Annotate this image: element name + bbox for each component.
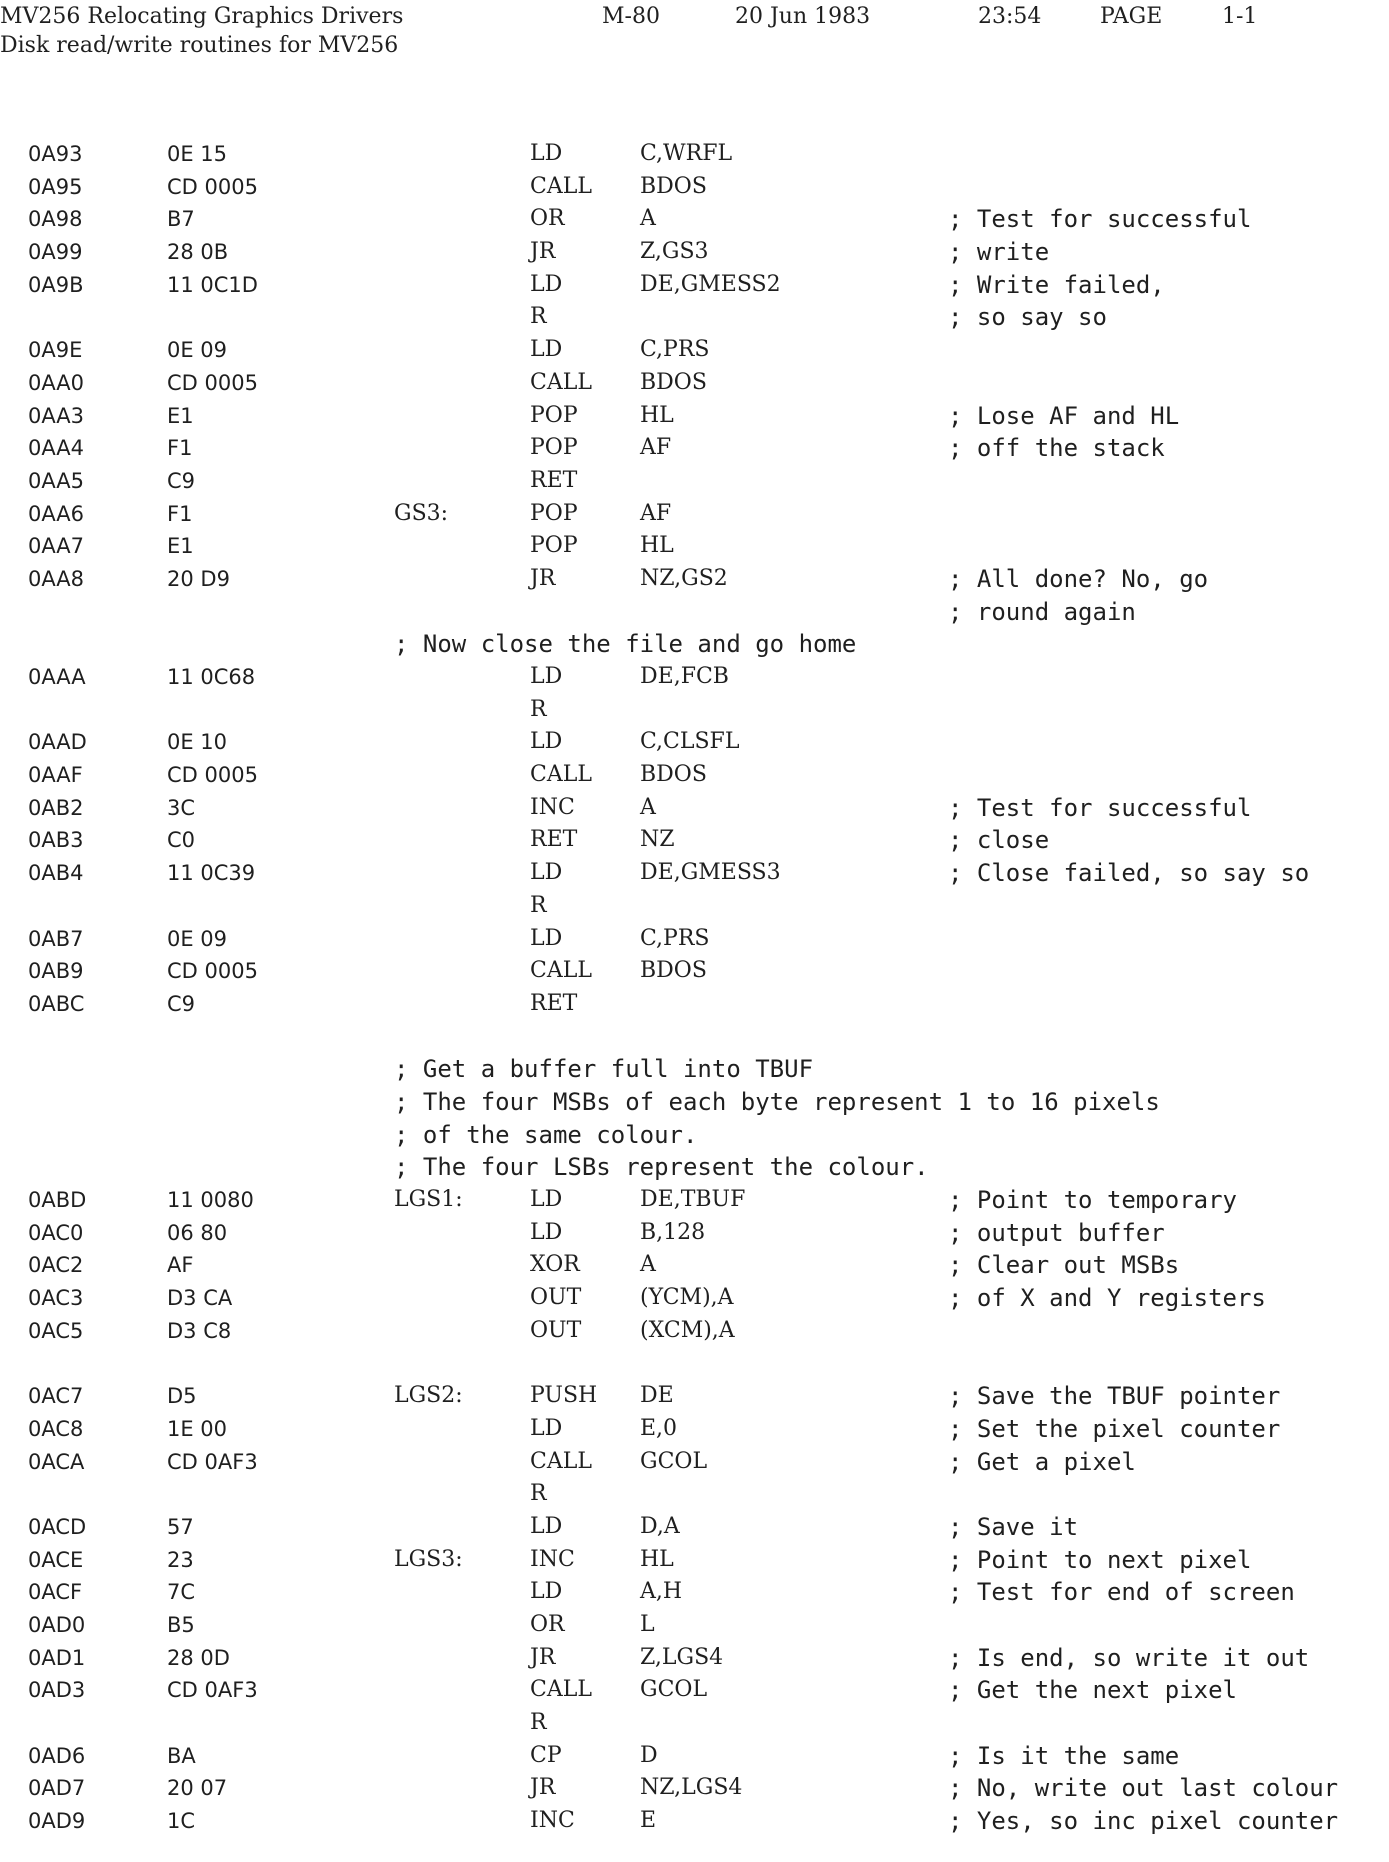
operand: Z,LGS4 [640,1644,724,1670]
listing-line [0,1478,1389,1511]
listing-line [0,1707,1389,1740]
listing-line [0,138,1389,171]
machine-code: 11 0C68 [167,665,256,689]
listing-line [0,857,1389,890]
machine-code: 20 07 [167,1776,228,1801]
listing-line [0,890,1389,923]
machine-code: CD 0005 [167,959,258,984]
comment: ; Test for end of screen [948,1578,1295,1607]
listing-line [0,1315,1389,1348]
opcode: R [530,304,547,330]
operand: Z,GS3 [640,239,709,265]
machine-code: F1 [167,436,193,461]
operand: DE,FCB [640,664,729,689]
address: 0AA6 [28,501,85,526]
machine-code: 11 0C1D [167,272,258,297]
listing-line [0,988,1389,1021]
header-assembler: M-80 [602,4,660,29]
address: 0AA8 [28,566,85,591]
comment: ; write [948,238,1050,267]
opcode: R [530,696,547,722]
operand: GCOL [640,1448,708,1474]
comment: ; output buffer [948,1218,1165,1247]
address: 0ACF [28,1580,83,1605]
machine-code: CD 0AF3 [167,1678,258,1703]
machine-code: 7C [167,1580,196,1605]
header-date: 20 Jun 1983 [735,4,871,29]
comment: ; All done? No, go [948,564,1209,593]
block-comment: ; Get a buffer full into TBUF [394,1055,814,1084]
opcode: LD [530,1219,563,1245]
operand: AF [640,435,672,461]
machine-code: 28 0B [167,240,229,265]
machine-code: 0E 10 [167,730,228,755]
opcode: CALL [530,958,592,984]
address: 0AB7 [28,926,84,951]
comment: ; off the stack [948,434,1165,463]
listing-line [0,1446,1389,1479]
machine-code: CD 0005 [167,763,258,788]
comment: ; Save it [948,1512,1079,1541]
opcode: CP [530,1742,562,1768]
operand: HL [640,1546,674,1572]
comment: ; Test for successful [948,793,1252,822]
address: 0A9B [28,272,84,297]
listing-line [0,1249,1389,1282]
header-time: 23:54 [978,4,1042,29]
address: 0AC7 [28,1384,84,1409]
comment: ; Lose AF and HL [948,401,1180,430]
comment: ; Yes, so inc pixel counter [948,1807,1339,1836]
address: 0AD3 [28,1678,86,1703]
machine-code: AF [167,1253,194,1278]
opcode: LD [530,1513,563,1539]
opcode: PUSH [530,1383,598,1409]
listing-line [0,1674,1389,1707]
address: 0AD7 [28,1776,86,1801]
machine-code: 23 [167,1547,194,1572]
opcode: RET [530,467,578,493]
source-label: LGS1: [394,1187,463,1212]
opcode: RET [530,827,578,853]
listing-line [0,236,1389,269]
comment: ; Get the next pixel [948,1676,1237,1705]
address: 0ABD [28,1188,87,1212]
operand: GCOL [640,1677,708,1703]
operand: A [640,206,656,232]
opcode: LD [530,337,563,363]
operand: HL [640,402,674,428]
opcode: LD [530,141,563,166]
comment: ; Point to next pixel [948,1545,1252,1574]
comment: ; Close failed, so say so [948,859,1310,888]
listing-line [0,1021,1389,1054]
machine-code: 0E 09 [167,338,228,363]
operand: (YCM),A [640,1285,734,1311]
operand: BDOS [640,958,707,984]
machine-code: D5 [167,1384,197,1409]
operand: A [640,1252,656,1278]
address: 0AA3 [28,403,85,428]
source-label: LGS3: [394,1546,463,1572]
opcode: LD [530,1579,563,1605]
opcode: XOR [530,1252,580,1278]
listing-line [0,1151,1389,1184]
operand: E,0 [640,1415,678,1441]
opcode: JR [530,239,556,265]
address: 0A99 [28,240,83,265]
opcode: CALL [530,1448,592,1474]
listing-line [0,269,1389,302]
block-comment: ; of the same colour. [394,1120,698,1149]
opcode: OUT [530,1285,582,1311]
listing-line [0,400,1389,433]
machine-code: E1 [167,403,194,428]
address: 0AAD [28,730,87,755]
address: 0AC3 [28,1286,84,1311]
header-subtitle: Disk read/write routines for MV256 [0,33,399,58]
comment: ; Set the pixel counter [948,1414,1281,1443]
address: 0ACE [28,1547,84,1572]
operand: BDOS [640,173,707,199]
machine-code: 1E 00 [167,1416,228,1441]
comment: ; Test for successful [948,205,1252,234]
operand: A [640,794,656,820]
opcode: LD [530,925,563,951]
address: 0AA7 [28,534,85,559]
listing-line [0,1805,1389,1838]
machine-code: CD 0AF3 [167,1449,258,1474]
operand: DE [640,1383,674,1409]
machine-code: B7 [167,207,195,232]
comment: ; Point to temporary [948,1186,1237,1214]
opcode: POP [530,402,578,428]
opcode: LD [530,860,563,886]
operand: NZ,LGS4 [640,1775,743,1801]
opcode: INC [530,1808,575,1834]
operand: NZ [640,827,675,853]
operand: HL [640,533,674,559]
opcode: OR [530,206,565,232]
address: 0AA5 [28,468,85,493]
address: 0AC0 [28,1220,84,1245]
listing-line [0,726,1389,759]
header-line [0,2,1389,31]
machine-code: 28 0D [167,1645,230,1670]
operand: D,A [640,1513,680,1539]
listing-line [0,955,1389,988]
address: 0AD0 [28,1612,86,1637]
listing-line [0,923,1389,956]
address: 0A9E [28,338,83,363]
opcode: LD [530,271,563,297]
listing-line [0,301,1389,334]
opcode: R [530,1481,547,1507]
comment: ; Clear out MSBs [948,1251,1180,1280]
operand: (XCM),A [640,1317,735,1343]
opcode: R [530,892,547,918]
listing-line [0,334,1389,367]
comment: ; Is it the same [948,1741,1180,1770]
machine-code: 11 0080 [167,1188,254,1212]
operand: BDOS [640,762,707,788]
opcode: CALL [530,369,592,395]
address: 0AC2 [28,1253,84,1278]
address: 0ACD [28,1514,87,1539]
operand: BDOS [640,369,707,395]
header-page-number: 1-1 [1222,4,1258,29]
source-label: LGS2: [394,1383,463,1409]
operand: C,PRS [640,925,710,951]
listing-line [0,1740,1389,1773]
block-comment: ; The four MSBs of each byte represent 1 to 16 pixels [394,1087,1160,1116]
machine-code: F1 [167,501,193,526]
block-comment: ; The four LSBs represent the colour. [394,1153,929,1182]
address: 0AD9 [28,1809,86,1834]
listing-line [0,628,1389,661]
listing-line [0,1576,1389,1609]
machine-code: 06 80 [167,1220,228,1245]
listing-line [0,203,1389,236]
listing-line [0,1119,1389,1152]
page-header [0,2,1389,60]
comment: ; of X and Y registers [948,1284,1266,1313]
machine-code: 1C [167,1809,196,1834]
machine-code: CD 0005 [167,174,258,199]
operand: L [640,1611,655,1637]
comment: ; No, write out last colour [948,1774,1339,1803]
address: 0AAF [28,763,83,788]
comment: ; Is end, so write it out [948,1643,1310,1672]
comment: ; close [948,826,1050,855]
listing-line [0,661,1389,694]
machine-code: 11 0C39 [167,861,256,886]
address: 0AAA [28,665,86,689]
listing-line [0,1282,1389,1315]
listing-line [0,465,1389,498]
opcode: OUT [530,1317,582,1343]
listing-line [0,792,1389,825]
machine-code: CD 0005 [167,370,258,395]
opcode: R [530,1710,547,1735]
listing-line [0,1347,1389,1380]
listing-line [0,432,1389,465]
listing-line [0,171,1389,204]
listing-line [0,694,1389,727]
address: 0AA0 [28,370,85,395]
operand: DE,GMESS2 [640,271,781,297]
opcode: CALL [530,1677,592,1703]
listing-line [0,1642,1389,1675]
operand: C,PRS [640,337,710,363]
code-listing [0,138,1389,1838]
address: 0AD1 [28,1645,86,1670]
opcode: RET [530,990,578,1016]
operand: DE,TBUF [640,1187,746,1212]
machine-code: BA [167,1743,196,1768]
address: 0AD6 [28,1743,86,1768]
comment: ; round again [948,597,1136,626]
address: 0A98 [28,207,83,232]
address: 0AA4 [28,436,85,461]
address: 0AB9 [28,959,84,984]
listing-line [0,1217,1389,1250]
listing-line [0,1413,1389,1446]
opcode: OR [530,1611,565,1637]
machine-code: 0E 15 [167,142,228,166]
listing-line [0,824,1389,857]
opcode: POP [530,435,578,461]
opcode: JR [530,1644,556,1670]
listing-line [0,1184,1389,1217]
address: 0AB4 [28,861,84,886]
machine-code: C0 [167,828,196,853]
listing-line [0,1772,1389,1805]
machine-code: 3C [167,795,196,820]
address: 0ACA [28,1449,85,1474]
opcode: JR [530,565,556,591]
operand: AF [640,500,672,526]
listing-line [0,1609,1389,1642]
operand: C,CLSFL [640,729,740,755]
opcode: LD [530,729,563,755]
listing-line [0,498,1389,531]
header-page-word: PAGE [1100,4,1163,29]
listing-line [0,1380,1389,1413]
address: 0A95 [28,174,83,199]
address: 0ABC [28,991,85,1016]
operand: DE,GMESS3 [640,860,781,886]
opcode: LD [530,1187,563,1212]
address: 0AC5 [28,1318,84,1343]
machine-code: 20 D9 [167,566,230,591]
listing-line [0,563,1389,596]
operand: NZ,GS2 [640,565,728,591]
block-comment: ; Now close the file and go home [394,630,857,659]
listing-line [0,759,1389,792]
operand: C,WRFL [640,141,733,166]
operand: B,128 [640,1219,706,1245]
listing-line [0,1086,1389,1119]
comment: ; Write failed, [948,270,1165,299]
opcode: POP [530,500,578,526]
listing-line [0,1511,1389,1544]
machine-code: 57 [167,1514,194,1539]
address: 0AC8 [28,1416,84,1441]
machine-code: D3 CA [167,1286,233,1311]
header-title: MV256 Relocating Graphics Drivers [0,4,404,29]
comment: ; Get a pixel [948,1447,1136,1476]
machine-code: C9 [167,468,196,493]
opcode: POP [530,533,578,559]
opcode: JR [530,1775,556,1801]
address: 0AB3 [28,828,84,853]
listing-line [0,367,1389,400]
address: 0A93 [28,142,83,166]
opcode: INC [530,1546,575,1572]
opcode: CALL [530,762,592,788]
comment: ; so say so [948,303,1107,332]
comment: ; Save the TBUF pointer [948,1382,1281,1411]
machine-code: D3 C8 [167,1318,232,1343]
opcode: LD [530,664,563,689]
source-label: GS3: [394,500,449,526]
machine-code: 0E 09 [167,926,228,951]
listing-line [0,1544,1389,1577]
listing-line [0,530,1389,563]
listing-line [0,596,1389,629]
opcode: CALL [530,173,592,199]
operand: A,H [640,1579,683,1605]
address: 0AB2 [28,795,84,820]
listing-line [0,1053,1389,1086]
machine-code: C9 [167,991,196,1016]
machine-code: E1 [167,534,194,559]
operand: D [640,1742,658,1768]
opcode: LD [530,1415,563,1441]
operand: E [640,1808,657,1834]
opcode: INC [530,794,575,820]
machine-code: B5 [167,1612,195,1637]
